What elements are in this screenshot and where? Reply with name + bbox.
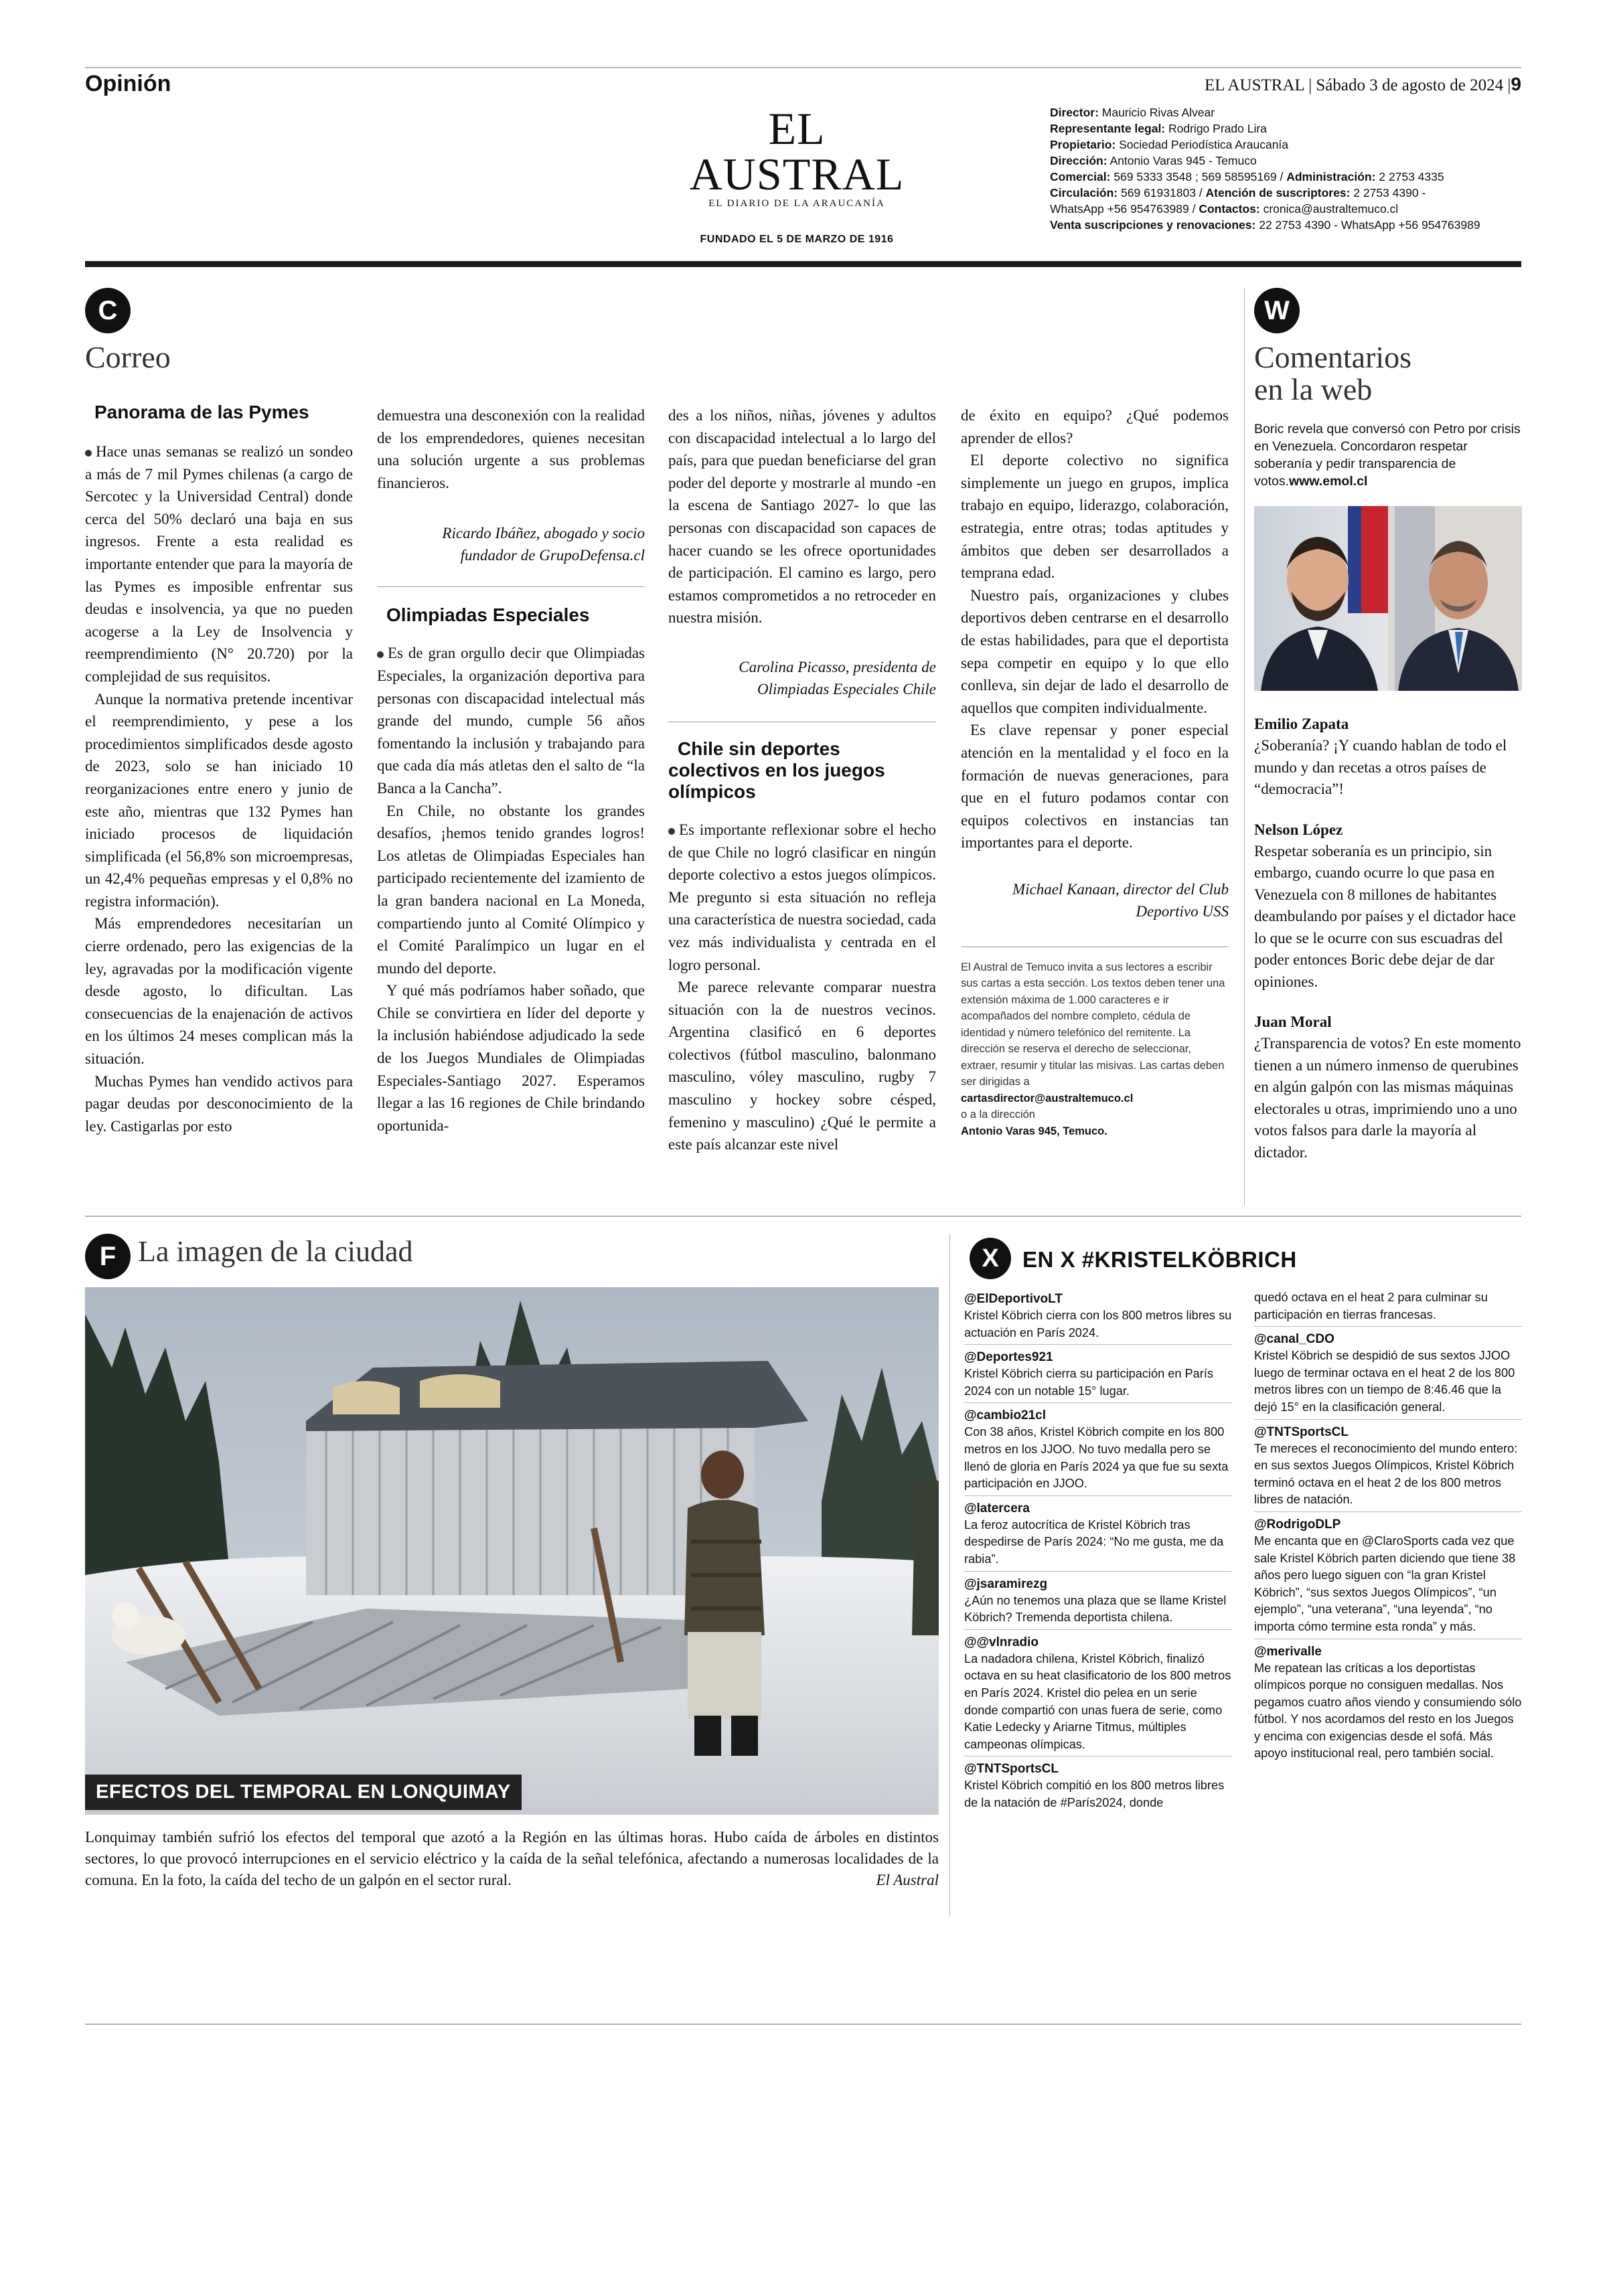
web-comments <box>1254 714 1522 1182</box>
letter1-paragraph: Más emprendedores necesitarían un cierre ordenado, pero las exigencias de la ley, agravadas por la modificación vigente desde agosto, lo dificultan. Las consecuencias de la enajenación de activos en los últimos 24 meses complican más la situación. <box>85 915 353 1068</box>
correo-column-1 <box>85 402 353 1137</box>
column-separator <box>1244 288 1245 1205</box>
comment-text: ¿Transparencia de votos? En este momento tienen a un número inmenso de querubines en algún galpón con las mismas máquinas electorales u otras, imprimiendo uno a uno votos falsos para darle la mayoría al dictador. <box>1254 1035 1521 1161</box>
x-column-1 <box>964 1291 1232 1813</box>
staff-line: Dirección: Antonio Varas 945 - Temuco <box>1050 154 1257 167</box>
letters-email[interactable]: cartasdirector@australtemuco.cl <box>961 1092 1134 1104</box>
tweet-divider <box>1254 1326 1522 1327</box>
letter1-headline: Panorama de las Pymes <box>94 402 309 422</box>
date-text: EL AUSTRAL | Sábado 3 de agosto de 2024 | <box>1205 76 1511 94</box>
letter2-paragraph: Es de gran orgullo decir que Olimpiadas Especiales, la organización deportiva para personas con discapacidad intelectual más grande del mundo, cumple 56 años fomentando la inclusión y trabajando para que cada día más atletas den el salto de “la Banca a la Cancha”. <box>377 645 645 797</box>
ciudad-photo <box>85 1287 939 1815</box>
letter3-paragraph: Es importante reflexionar sobre el hecho de que Chile no logró clasificar en ningún deporte colectivo a estos juegos olímpicos. Me pregunto si esta situación no refleja una característica de nuestra sociedad, cada vez más individualista y centrada en el logro personal. <box>668 821 936 973</box>
ciudad-badge: F <box>85 1234 131 1279</box>
tweet-text: quedó octava en el heat 2 para culminar su participación en tierras francesas. <box>1254 1291 1488 1321</box>
web-badge: W <box>1254 288 1300 333</box>
x-badge: X <box>970 1238 1011 1279</box>
tweet-text: Me repatean las críticas a los deportistas olímpicos porque no consiguen medallas. Nos pegamos cuatro años viendo y consumiendo sólo fútbol. Y nos acordamos del resto en los Juegos y encima con exigencias desde el sofá. Más apoyo institucional real, pero también social. <box>1254 1661 1522 1760</box>
tweet-text: Me encanta que en @ClaroSports cada vez que sale Kristel Köbrich parten diciendo que tiene 38 años pero luego siguen con “la gran Kristel Köbrich”, “sus sextos Juegos Olímpicos”, “un ejemplo”, “una veterana”, “una leyenda”, “no importa cómo termine esta ronda” y más. <box>1254 1534 1516 1633</box>
bullet-icon <box>668 828 675 835</box>
lonquimay-storm-photo <box>85 1287 939 1815</box>
tweet-divider <box>964 1495 1232 1496</box>
masthead <box>683 103 911 246</box>
tweet-handle[interactable]: @@vlnradio <box>964 1635 1039 1649</box>
founded-line: FUNDADO EL 5 DE MARZO DE 1916 <box>700 234 894 245</box>
comment-author: Nelson López <box>1254 821 1343 838</box>
web-title: Comentarios en la web <box>1254 340 1412 407</box>
column-separator <box>949 1234 950 1916</box>
correo-column-4 <box>961 404 1229 1139</box>
tweet-divider <box>964 1402 1232 1403</box>
tweet-text: Kristel Köbrich compitió en los 800 metros libres de la natación de #París2024, donde <box>964 1779 1225 1809</box>
bullet-icon <box>85 450 92 457</box>
x-column-2 <box>1254 1289 1522 1765</box>
tweet-handle[interactable]: @RodrigoDLP <box>1254 1517 1341 1532</box>
boric-petro-photo <box>1254 506 1522 691</box>
letter2-paragraph: En Chile, no obstante los grandes desafíos, ¡hemos tenido grandes logros! Los atletas de Olimpiadas Especiales han participado recientemente del izamiento de la gran bandera nacional en La Moneda, compartiendo junto al Comité Olímpico y el Comité Paralímpico un lugar en el mundo del deporte. <box>377 802 645 977</box>
tweet-text: Kristel Köbrich cierra con los 800 metros libres su actuación en París 2024. <box>964 1309 1232 1339</box>
tweet-handle[interactable]: @Deportes921 <box>964 1350 1053 1365</box>
staff-line: Director: Mauricio Rivas Alvear <box>1050 106 1215 119</box>
tweet-handle[interactable]: @TNTSportsCL <box>964 1762 1059 1777</box>
letter1-paragraph: Hace unas semanas se realizó un sondeo a más de 7 mil Pymes chilenas (a cargo de Sercotec y la Universidad Central) donde cerca del 50% declaró una baja en sus ingresos. Frente a esta realidad es importante entender que para la mayoría de las Pymes es imposible enfrentar sus deudas e insolvencia, ya que no pueden acogerse a la Ley de Insolvencia y reemprendimiento (N° 20.720) por la complejidad de sus requisitos. <box>85 443 353 685</box>
letter3-paragraph: de éxito en equipo? ¿Qué podemos aprender de ellos? <box>961 407 1229 446</box>
web-lead-source[interactable]: www.emol.cl <box>1289 474 1368 489</box>
letter3-headline: Chile sin deportes colectivos en los juegos olímpicos <box>668 738 885 802</box>
tagline: EL DIARIO DE LA ARAUCANÍA <box>708 198 885 209</box>
top-rule <box>85 67 1521 68</box>
letter1-paragraph: demuestra una desconexión con la realidad de los emprendedores, quienes necesitan una solución urgente a sus problemas financieros. <box>377 407 645 491</box>
tweet-text: Kristel Köbrich cierra su participación en París 2024 con un notable 15° lugar. <box>964 1367 1213 1398</box>
comment-text: ¿Soberanía? ¡Y cuando hablan de todo el mundo y dan recetas a otros países de “democracia”! <box>1254 737 1507 797</box>
photo-caption: Lonquimay también sufrió los efectos del temporal que azotó a la Región en las últimas horas. Hubo caída de árboles en distintos sectores, lo que provocó interrupciones en el servicio eléctrico y la caída de la señal telefónica, afectando a numerosas localidades de la comuna. En la foto, la caída del techo de un galpón en el sector rural. El Austral <box>85 1827 939 1891</box>
page-date <box>1205 74 1521 95</box>
tweet-handle[interactable]: @ElDeportivoLT <box>964 1292 1063 1306</box>
tweet-handle[interactable]: @cambio21cl <box>964 1408 1047 1423</box>
tweet-text: Kristel Köbrich se despidió de sus sextos JJOO luego de terminar octava en el heat 2 de los 800 metros libres con un tiempo de 8:46.46 que la dejó 15° en la clasificación general. <box>1254 1349 1515 1414</box>
correo-column-2 <box>377 404 645 1137</box>
photo-label: EFECTOS DEL TEMPORAL EN LONQUIMAY <box>85 1775 522 1810</box>
tweet-divider <box>964 1344 1232 1345</box>
letter1-paragraph: Muchas Pymes han vendido activos para pagar deudas por desconocimiento de la ley. Castigarlas por esto <box>85 1072 353 1135</box>
correo-badge: C <box>85 288 131 333</box>
letter3-signature: Michael Kanaan, director del Club Deportivo USS <box>1012 880 1229 920</box>
tweet-handle[interactable]: @TNTSportsCL <box>1254 1424 1349 1439</box>
letter3-paragraph: Nuestro país, organizaciones y clubes deportivos deben centrarse en el desarrollo de estas habilidades, para que el deportista sepa competir en equipo y lo que ello conlleva, sin dejar de lado el desarrollo de aquellos que compiten individualmente. <box>961 586 1229 716</box>
tweet-handle[interactable]: @merivalle <box>1254 1644 1322 1659</box>
x-title: EN X #KRISTELKÖBRICH <box>1022 1247 1297 1272</box>
tweet-divider <box>1254 1419 1522 1420</box>
mid-rule <box>85 1216 1521 1217</box>
tweet-handle[interactable]: @latercera <box>964 1501 1030 1515</box>
staff-line: Venta suscripciones y renovaciones: 22 2753 4390 - WhatsApp +56 954763989 <box>1050 218 1480 232</box>
comment-author: Emilio Zapata <box>1254 716 1349 732</box>
correo-column-3 <box>668 404 936 1156</box>
bottom-rule <box>85 2024 1521 2025</box>
letter1-signature: Ricardo Ibáñez, abogado y socio fundador de GrupoDefensa.cl <box>442 525 645 564</box>
staff-line: Propietario: Sociedad Periodística Araucanía <box>1050 138 1289 151</box>
staff-line: Circulación: 569 61931803 / Atención de suscriptores: 2 2753 4390 - <box>1050 186 1426 199</box>
divider <box>377 586 645 587</box>
letter2-paragraph: Y qué más podríamos haber soñado, que Chile se convirtiera en líder del deporte y la inclusión habiéndose adjudicado la sede de los Juegos Mundiales de Olimpiadas Especiales-Santiago 2027. Esperamos llegar a las 16 regiones de Chile brindando oportunida- <box>377 982 645 1134</box>
tweet-divider <box>964 1571 1232 1572</box>
letters-note: El Austral de Temuco invita a sus lectores a escribir sus cartas a esta sección. Los textos deben tener una extensión máxima de 1.000 caracteres e ir acompañados del nombre completo, cédula de identidad y número telefónico del remitente. La dirección se reserva el derecho de seleccionar, extraer, resumir y titular las misivas. Las cartas deben ser dirigidas a cartasdirector@australtemuco.cl o a la dirección Antonio Varas 945, Temuco. <box>961 961 1225 1137</box>
tweet-text: La nadadora chilena, Kristel Köbrich, finalizó octava en su heat clasificatorio de los 800 metros en París 2024. Kristel dio pelea en un serie donde compartió con unas fuera de serie, como Katie Ledecky y Ariarne Titmus, múltiples campeonas olímpicas. <box>964 1651 1231 1751</box>
staff-box <box>1050 104 1525 233</box>
tweet-handle[interactable]: @jsaramirezg <box>964 1576 1048 1591</box>
tweet-text: Con 38 años, Kristel Köbrich compite en los 800 metros en los JJOO. No tuvo medalla pero se llenó de gloria en París 2024 ya que fue su sexta participación en JJOO. <box>964 1425 1229 1491</box>
letter3-paragraph: El deporte colectivo no significa simplemente un juego en grupos, implica trabajo en equipo, liderazgo, colaboración, estrategia, entre otras; todas aptitudes y ámbitos que deben ser desarrollados a temprana edad. <box>961 452 1229 582</box>
photo-credit: El Austral <box>876 1872 939 1888</box>
page-number: 9 <box>1511 74 1521 94</box>
web-photo <box>1254 506 1522 691</box>
ciudad-title: La imagen de la ciudad <box>138 1235 413 1268</box>
logo: EL AUSTRAL <box>689 103 905 199</box>
letter2-paragraph: des a los niños, niñas, jóvenes y adultos con discapacidad intelectual a lo largo del país, para que puedan beneficiarse del gran poder del deporte y mostrarle al mundo -en la escena de Santiago 2027- lo que las personas con discapacidad son capaces de hacer cuando se les ofrece oportunidades de participación. El camino es largo, pero estamos comprometidos a no retroceder en nuestra misión. <box>668 407 936 627</box>
staff-line: WhatsApp +56 954763989 / Contactos: cronica@australtemuco.cl <box>1050 202 1399 216</box>
staff-line: Representante legal: Rodrigo Prado Lira <box>1050 122 1267 135</box>
letter1-paragraph: Aunque la normativa pretende incentivar el reemprendimiento, y pese a los procedimientos simplificados desde agosto de 2023, solo se han iniciado 10 reorganizaciones entre enero y junio de este año, mientras que 132 Pymes han iniciado procesos de liquidación simplificada (el 56,8% son microempresas, un 42,4% pequeñas empresas y el 0,8% no registra información). <box>85 690 353 910</box>
tweet-divider <box>964 1629 1232 1630</box>
tweet-text: ¿Aún no tenemos una plaza que se llame Kristel Köbrich? Tremenda deportista chilena. <box>964 1593 1227 1625</box>
staff-line: Comercial: 569 5333 3548 ; 569 58595169 / Administración: 2 2753 4335 <box>1050 170 1444 183</box>
header-heavy-rule <box>85 261 1521 267</box>
section-label: Opinión <box>85 71 171 96</box>
web-lead: Boric revela que conversó con Petro por crisis en Venezuela. Concordaron respetar soberanía y pedir transparencia de votos.www.emol.cl <box>1254 422 1521 489</box>
letter2-signature: Carolina Picasso, presidenta de Olimpiadas Especiales Chile <box>739 658 936 698</box>
comment-text: Respetar soberanía es un principio, sin embargo, cuando ocurre lo que pasa en Venezuela con 8 millones de habitantes deambulando por países y el dictador hace lo que se le ocurre con sus escuadras del poder entonces Boric debe dejar de dar opiniones. <box>1254 842 1516 990</box>
letter3-paragraph: Me parece relevante comparar nuestra situación con la de nuestros vecinos. Argentina clasificó en 6 deportes colectivos (fútbol masculino, balonmano masculino, vóley masculino, rugby 7 masculino y hockey sobre césped, femenino y masculino) ¿Qué le permite a este país alcanzar este nivel <box>668 979 936 1153</box>
bullet-icon <box>377 651 384 658</box>
tweet-text: La feroz autocrítica de Kristel Köbrich tras despedirse de París 2024: “No me gusta, me da rabia”. <box>964 1518 1224 1566</box>
letter2-headline: Olimpiadas Especiales <box>386 604 590 626</box>
correo-title: Correo <box>85 340 171 374</box>
tweet-text: Te mereces el reconocimiento del mundo entero: en sus sextos Juegos Olímpicos, Kristel Köbrich terminó octava en el heat 2 de los 800 metros libres de natación. <box>1254 1441 1518 1507</box>
tweet-handle[interactable]: @canal_CDO <box>1254 1332 1334 1347</box>
comment-author: Juan Moral <box>1254 1013 1332 1030</box>
tweet-divider <box>1254 1511 1522 1512</box>
letter3-paragraph: Es clave repensar y poner especial atención en la mentalidad y el foco en la formación de nuevas generaciones, para que en el futuro podamos contar con equipos colectivos en instancias tan importantes para el deporte. <box>961 722 1229 851</box>
